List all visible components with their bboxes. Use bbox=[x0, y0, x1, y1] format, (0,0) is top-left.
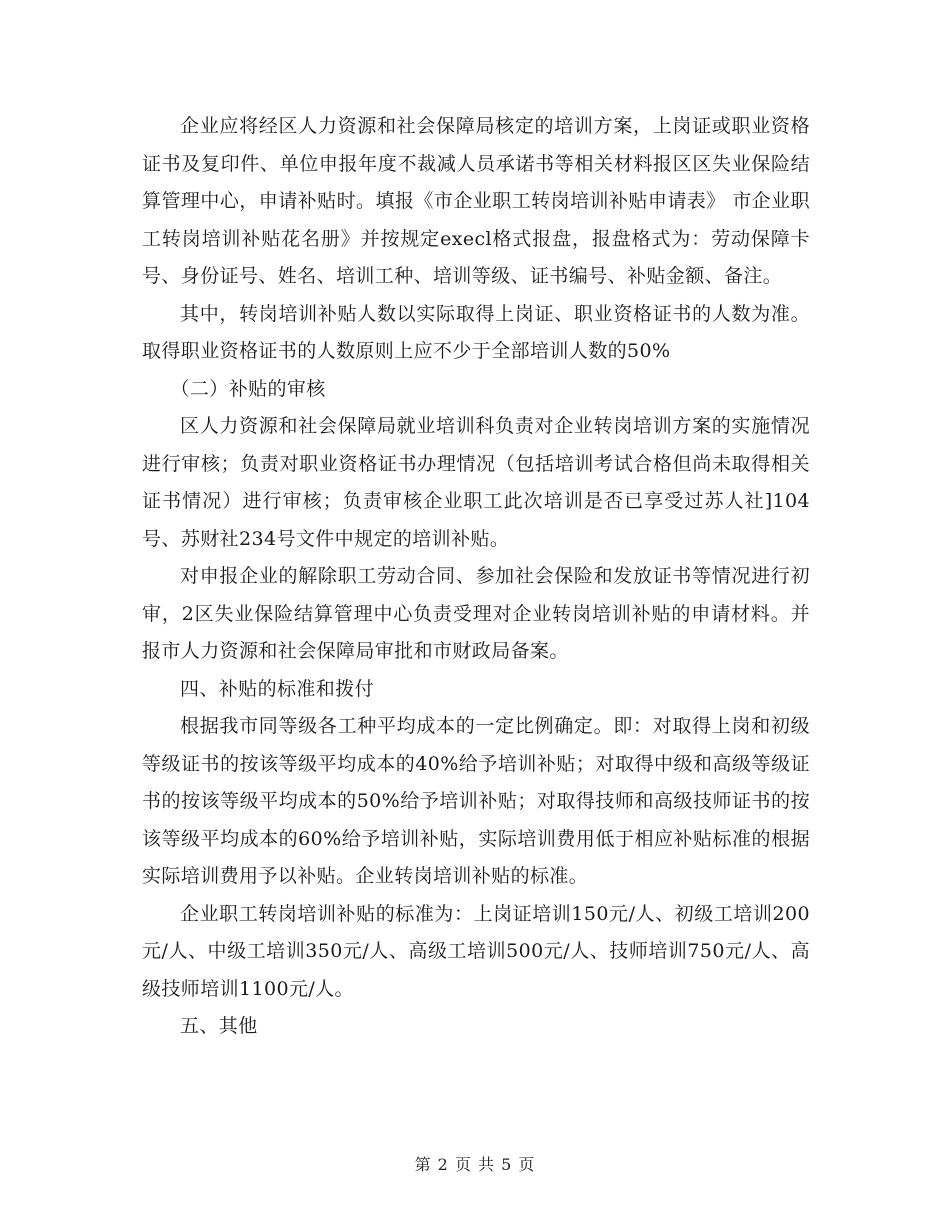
paragraph-subsidy-amounts: 企业职工转岗培训补贴的标准为：上岗证培训150元/人、初级工培训200元/人、中级工培训350元/人、高级工培训500元/人、技师培训750元/人、高级技师培训1100元/人。 bbox=[142, 902, 810, 1000]
page-number-footer: 第 2 页 共 5 页 bbox=[414, 1155, 536, 1174]
document-body bbox=[142, 108, 810, 1046]
paragraph-subsidy-headcount: 其中，转岗培训补贴人数以实际取得上岗证、职业资格证书的人数为准。取得职业资格证书的人数原则上应不少于全部培训人数的50% bbox=[142, 302, 810, 362]
section-heading-standards: 四、补贴的标准和拨付 bbox=[180, 677, 375, 700]
section-heading-review: （二）补贴的审核 bbox=[170, 377, 326, 400]
paragraph-preliminary-review: 对申报企业的解除职工劳动合同、参加社会保险和发放证书等情况进行初审，2区失业保险结算管理中心负责受理对企业转岗培训补贴的申请材料。并报市人力资源和社会保障局审批和市财政局备案。 bbox=[142, 565, 810, 662]
paragraph-review-responsibility: 区人力资源和社会保障局就业培训科负责对企业转岗培训方案的实施情况进行审核；负责对职业资格证书办理情况（包括培训考试合格但尚未取得相关证书情况）进行审核；负责审核企业职工此次培训是否已享受过苏人社]104号、苏财社234号文件中规定的培训补贴。 bbox=[142, 415, 810, 550]
paragraph-cost-ratio: 根据我市同等级各工种平均成本的一定比例确定。即：对取得上岗和初级等级证书的按该等级平均成本的40%给予培训补贴；对取得中级和高级等级证书的按该等级平均成本的50%给予培训补贴；对取得技师和高级技师证书的按该等级平均成本的60%给予培训补贴，实际培训费用低于相应补贴标准的根据实际培训费用予以补贴。企业转岗培训补贴的标准。 bbox=[142, 715, 810, 887]
paragraph-submission-materials: 企业应将经区人力资源和社会保障局核定的培训方案，上岗证或职业资格证书及复印件、单位申报年度不裁减人员承诺书等相关材料报区区失业保险结算管理中心，申请补贴时。填报《市企业职工转岗培训补贴申请表》 市企业职工转岗培训补贴花名册》并按规定execl格式报盘，报盘格式为：劳动保障卡号、身份证号、姓名、培训工种、培训等级、证书编号、补贴金额、备注。 bbox=[142, 115, 810, 287]
section-heading-other: 五、其他 bbox=[180, 1015, 258, 1037]
